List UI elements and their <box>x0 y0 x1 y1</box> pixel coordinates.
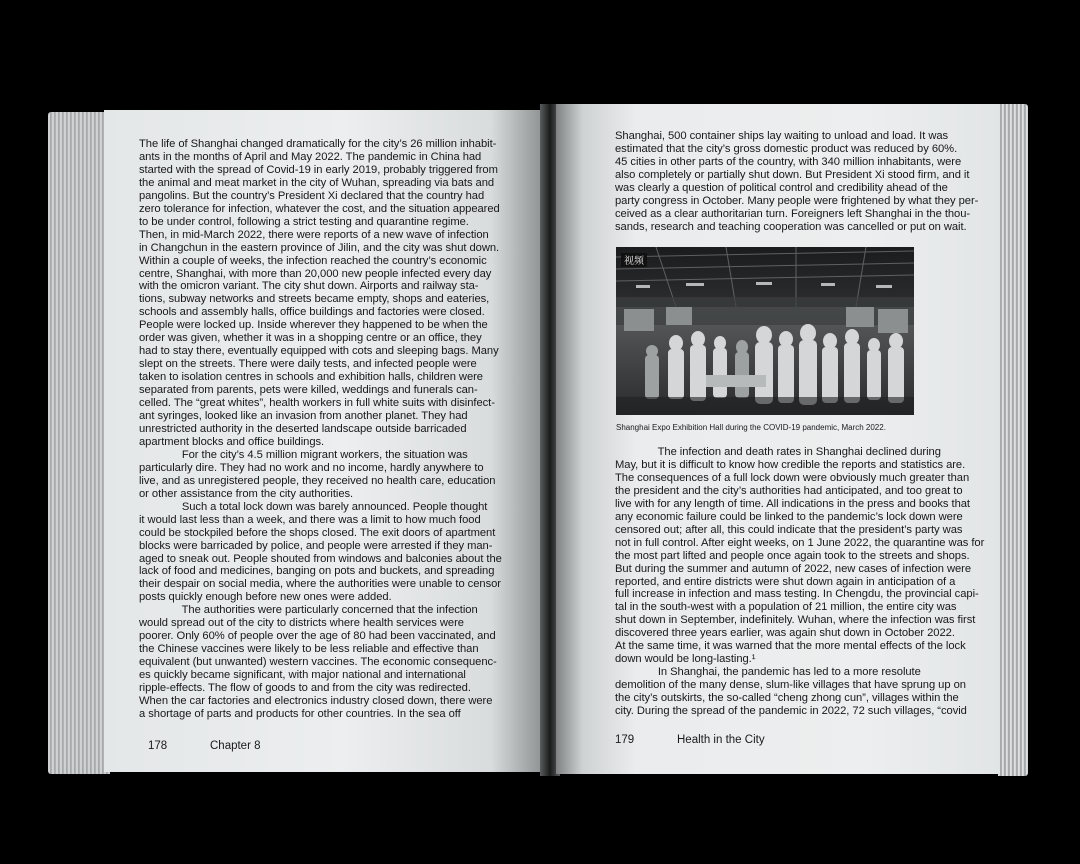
photo-caption: Shanghai Expo Exhibition Hall during the COVID-19 pandemic, March 2022. <box>616 423 886 432</box>
right-page-edges <box>998 104 1028 776</box>
left-page-number: 178 <box>148 740 168 752</box>
left-page-body-text: The life of Shanghai changed dramatically for the city’s 26 million inhabit- ants in the months of April and May 2022. The pandemic in China had started with the spread of Covid-19 in early 2019, probably triggered from the animal and meat market in the city of Wuhan, spreading via bats and pangolins. But the country’s President Xi declared that the country had zero tolerance for infection, whatever the cost, and the situation appeared to be under control, following a strict testing and quarantine regime. Then, in mid-March 2022, there were reports of a new wave of infection in Changchun in the eastern province of Jilin, and the city was shut down. Within a couple of weeks, the infection reached the country’s economic centre, Shanghai, with more than 20,000 new people infected every day with the omicron variant. The city shut down. Airports and railway sta- tions, subway networks and streets became empty, shops and eateries, schools and assembly halls, office buildings and factories were closed. People were locked up. Inside wherever they happened to be when the order was given, whether it was in a shopping centre or an office, they had to stay there, eventually equipped with cots and sleeping bags. Many slept on the streets. There were daily tests, and infected people were taken to isolation centres in schools and exhibition halls, children were separated from parents, pets were killed, weddings and funerals can- celled. The “great whites”, health workers in full white suits with disinfect- ant syringes, looked like an invasion from another planet. They had unrestricted authority in the deserted landscape outside barricaded apartment blocks and office buildings. For the city’s 4.5 million migrant workers, the situation was particularly dire. They had no work and no income, hardly anywhere to live, and as unregistered people, they received no health care, education or other assistance from the city authorities. Such a total lock down was barely announced. People thought it would last less than a week, and there was a limit to how much food could be stockpiled before the shops closed. The exit doors of apartment blocks were barricaded by police, and people were arrested if they man- aged to sneak out. People shouted from windows and balconies about the lack of food and medicines, banging on pots and buckets, and spreading their despair on social media, where the authorities were unable to censor posts quickly enough before new ones were added. The authorities were particularly concerned that the infection would spread out of the city to districts where health services were poorer. Only 60% of people over the age of 80 had been vaccinated, and the Chinese vaccines were likely to be less reliable and effective than equivalent (but unwanted) western vaccines. The economic consequenc- es quickly became significant, with major national and international ripple-effects. The flow of goods to and from the city was redirected. When the car factories and electronics industry closed down, there were a shortage of parts and products for other countries. In the sea off <box>139 138 502 720</box>
left-running-head: Chapter 8 <box>210 740 261 752</box>
expo-hall-photo <box>616 247 914 415</box>
photo-sign-text: 视频 <box>624 256 644 267</box>
expo-hall-illustration <box>616 247 914 415</box>
right-page-body-bottom: The infection and death rates in Shanghai declined during May, but it is difficult to know how credible the reports and statistics are. The consequences of a full lock down were obviously much greater than the president and the city’s authorities had anticipated, and too great to live with for any length of time. All indications in the press and books that any economic failure could be linked to the pandemic’s lock down were censored out; after all, this could indicate that the president’s party was not in full control. After eight weeks, on 1 June 2022, the quarantine was for the most part lifted and people once again took to the streets and shops. But during the summer and autumn of 2022, new cases of infection were reported, and entire districts were shut down again in anticipation of a full increase in infection and mass testing. In Chengdu, the provincial capi- tal in the south-west with a population of 21 million, the entire city was shut down in September, indefinitely. Wuhan, where the infection was first discovered three years earlier, was again shut down in October 2022. At the same time, it was warned that the more mental effects of the lock down would be long-lasting.¹ In Shanghai, the pandemic has led to a more resolute demolition of the many dense, slum-like villages that have sprung up on the city’s outskirts, the so-called “cheng zhong cun”, villages within the city. During the spread of the pandemic in 2022, 72 such villages, “covid <box>615 446 985 718</box>
right-page <box>556 104 1000 774</box>
left-page-edges <box>48 112 110 774</box>
right-running-head: Health in the City <box>677 734 765 746</box>
right-page-body-top: Shanghai, 500 container ships lay waiting to unload and load. It was estimated that the city’s gross domestic product was reduced by 60%. 45 cities in other parts of the country, with 340 million inhabitants, were also completely or partially shut down. But President Xi stood firm, and it was clearly a question of political control and credibility ahead of the party congress in October. Many people were frightened by what they per- ceived as a clear authoritarian turn. Foreigners left Shanghai in the thou- sands, research and teaching cooperation was cancelled or put on wait. <box>615 130 979 233</box>
left-page <box>104 110 544 772</box>
right-page-number: 179 <box>615 734 635 746</box>
